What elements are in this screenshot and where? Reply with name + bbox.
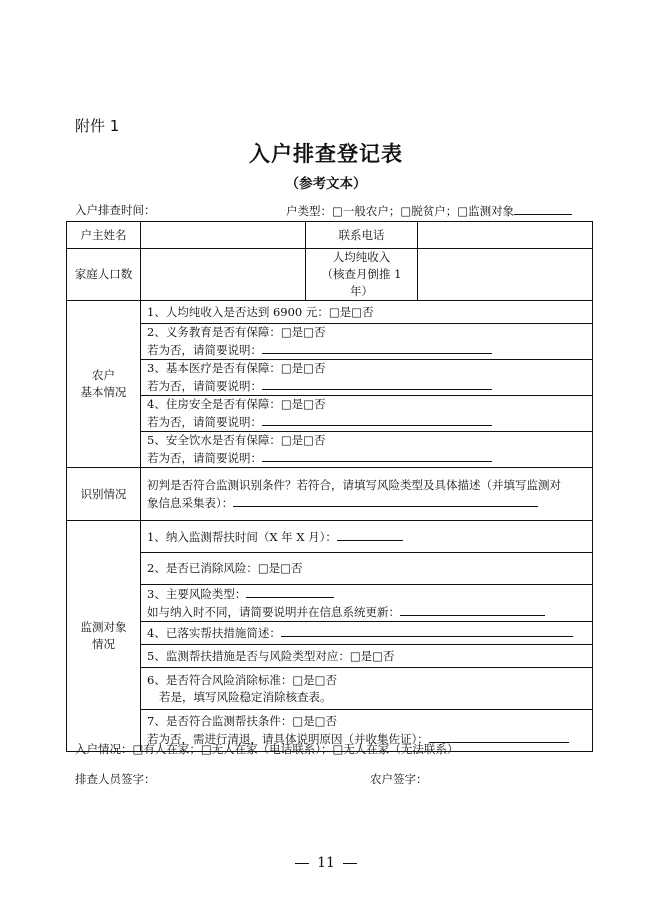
basic-item-2[interactable] (141, 324, 593, 360)
explain-blank[interactable] (262, 341, 492, 354)
family-size-cell[interactable] (141, 249, 306, 301)
page-number (0, 855, 652, 871)
basic-item-5-text: 5、安全饮水是否有保障：□是□否 (147, 433, 326, 447)
check-time-label: 入户排查时间： (75, 203, 156, 217)
monitor-item-4[interactable] (141, 622, 593, 645)
basic-item-4-text: 4、住房安全是否有保障：□是□否 (147, 397, 326, 411)
measures-blank[interactable] (281, 624, 573, 637)
identify-label: 识别情况 (67, 468, 141, 521)
monitor-item-7-line2: 若为否，需进行清退，请具体说明原因（并收集佐证）： (147, 732, 429, 746)
monitor-date-blank[interactable] (337, 528, 403, 541)
identify-cell[interactable] (141, 468, 593, 521)
basic-item-5[interactable] (141, 432, 593, 468)
monitor-label-line2: 情况 (92, 637, 115, 651)
page-number-text: 11 (317, 855, 335, 871)
income-label-line2: （核查月倒推 1 年） (321, 267, 402, 298)
page-dash-left (295, 863, 309, 864)
identify-blank[interactable] (233, 494, 538, 507)
explain-blank[interactable] (262, 413, 492, 426)
identify-text-line2: 象信息采集表）： (147, 495, 234, 510)
visit-status[interactable]: 入户情况：□有人在家；□无人在家（电话联系）；□无人在家（无法联系） (75, 742, 459, 756)
basic-info-label-line2: 基本情况 (80, 385, 127, 399)
monitor-label-line1: 监测对象 (80, 620, 127, 634)
inspector-sign-label: 排查人员签字： (75, 772, 156, 786)
monitor-item-1-text: 1、纳入监测帮扶时间（X 年 X 月）： (147, 529, 337, 544)
risk-type-blank[interactable] (246, 585, 334, 598)
basic-info-label-line1: 农户 (92, 368, 115, 382)
risk-change-blank[interactable] (400, 603, 545, 616)
explain-blank[interactable] (262, 449, 492, 462)
monitor-item-6-line2: 若是，填写风险稳定消除核查表。 (159, 689, 332, 704)
owner-name-label: 户主姓名 (67, 222, 141, 249)
household-type-blank[interactable] (514, 202, 572, 215)
monitor-item-3[interactable] (141, 585, 593, 622)
phone-label: 联系电话 (306, 222, 418, 249)
monitor-item-7-line1: 7、是否符合监测帮扶条件：□是□否 (147, 714, 338, 728)
farmer-sign-label: 农户签字： (370, 772, 428, 786)
monitor-item-3-line1: 3、主要风险类型： (147, 587, 247, 601)
household-type-label: 户类型：□一般农户；□脱贫户；□监测对象 (286, 204, 515, 218)
explain-label: 若为否，请简要说明： (147, 343, 262, 357)
explain-label: 若为否，请简要说明： (147, 451, 262, 465)
explain-label: 若为否，请简要说明： (147, 415, 262, 429)
income-cell[interactable] (418, 249, 593, 301)
family-size-label: 家庭人口数 (67, 249, 141, 301)
basic-item-1[interactable]: 1、人均纯收入是否达到 6900 元：□是□否 (141, 301, 593, 324)
monitor-item-5[interactable]: 5、监测帮扶措施是否与风险类型对应：□是□否 (141, 645, 593, 668)
form-subtitle: （参考文本） (285, 176, 367, 192)
phone-cell[interactable] (418, 222, 593, 249)
owner-name-cell[interactable] (141, 222, 306, 249)
monitor-item-4-text: 4、已落实帮扶措施简述： (147, 626, 281, 640)
registration-table (66, 221, 593, 752)
basic-item-3-text: 3、基本医疗是否有保障：□是□否 (147, 361, 326, 375)
income-label-line1: 人均纯收入 (332, 250, 391, 264)
annex-label: 附件 1 (75, 117, 120, 135)
identify-text-line1: 初判是否符合监测识别条件？若符合，请填写风险类型及具体描述（并填写监测对 (147, 477, 561, 492)
explain-label: 若为否，请简要说明： (147, 379, 262, 393)
monitor-item-6-line1: 6、是否符合风险消除标准：□是□否 (147, 672, 338, 687)
monitor-label (67, 521, 141, 752)
monitor-item-2[interactable]: 2、是否已消除风险：□是□否 (141, 553, 593, 585)
form-title: 入户排查登记表 (249, 141, 403, 166)
basic-item-4[interactable] (141, 396, 593, 432)
income-label (306, 249, 418, 301)
household-type-options (286, 202, 572, 219)
basic-item-2-text: 2、义务教育是否有保障：□是□否 (147, 325, 326, 339)
page-dash-right (343, 863, 357, 864)
monitor-item-6[interactable] (141, 668, 593, 710)
monitor-item-1[interactable] (141, 521, 593, 553)
basic-item-3[interactable] (141, 360, 593, 396)
basic-info-label (67, 301, 141, 468)
explain-blank[interactable] (262, 377, 492, 390)
monitor-item-3-line2: 如与纳入时不同，请简要说明并在信息系统更新： (147, 605, 400, 619)
